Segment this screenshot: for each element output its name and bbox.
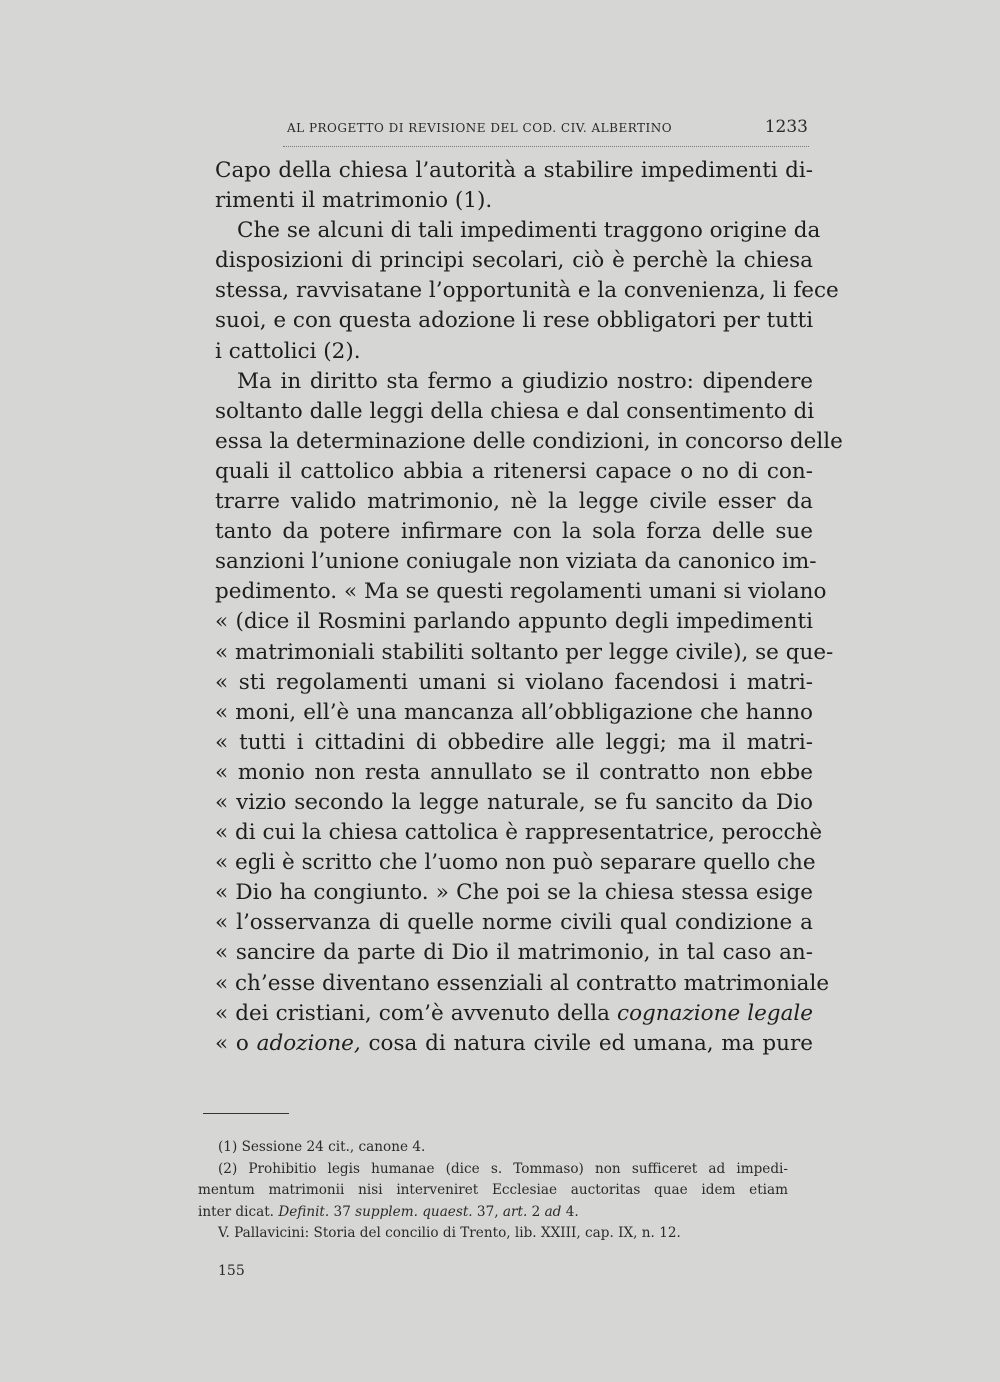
text-run: « o: [215, 1030, 257, 1056]
footnotes: [198, 1137, 788, 1245]
text-line: stessa, ravvisatane l’opportunità e la convenienza, li fece: [215, 278, 839, 304]
text-line: soltanto dalle leggi della chiesa e dal consentimento di: [215, 398, 815, 424]
text-run: « dei cristiani, com’è avvenuto della: [215, 1000, 618, 1026]
text-line: tanto da potere infirmare con la sola forza delle sue: [215, 519, 813, 545]
text-run: 37: [329, 1203, 356, 1220]
text-line: Ma in diritto sta fermo a giudizio nostro: dipendere: [237, 368, 813, 394]
text-run: 2: [527, 1203, 545, 1220]
text-line: « tutti i cittadini di obbedire alle leggi; ma il matri-: [215, 729, 813, 755]
text-line: « egli è scritto che l’uomo non può separare quello che: [215, 850, 816, 876]
footnote-2-line: [198, 1202, 788, 1224]
body-text: [215, 156, 843, 1059]
text-line: suoi, e con questa adozione li rese obbligatori per tutti: [215, 308, 814, 334]
text-line: « matrimoniali stabiliti soltanto per legge civile), se que-: [215, 639, 834, 665]
italic-term: ad: [544, 1203, 562, 1220]
text-line: [215, 999, 813, 1029]
text-line: trarre valido matrimonio, nè la legge civile esser da: [215, 489, 813, 515]
text-line: « sancire da parte di Dio il matrimonio, in tal caso an-: [215, 940, 813, 966]
text-line: disposizioni di principi secolari, ciò è perchè la chiesa: [215, 248, 813, 274]
footnote-2-line: mentum matrimonii nisi interveniret Ecclesiae auctoritas quae idem etiam: [198, 1182, 788, 1198]
text-run: inter dicat.: [198, 1203, 279, 1220]
text-line: « Dio ha congiunto. » Che poi se la chiesa stessa esige: [215, 880, 813, 906]
footnote-3: V. Pallavicini: Storia del concilio di Trento, lib. XXIII, cap. IX, n. 12.: [218, 1225, 681, 1241]
text-run: cosa di natura civile ed umana, ma pure: [360, 1030, 813, 1056]
text-line: « ch’esse diventano essenziali al contratto matrimoniale: [215, 970, 830, 996]
text-line: « (dice il Rosmini parlando appunto degli impedimenti: [215, 609, 813, 635]
text-line: sanzioni l’unione coniugale non viziata da canonico im-: [215, 549, 817, 575]
italic-term: Definit.: [278, 1203, 330, 1220]
signature-mark: 155: [218, 1263, 245, 1279]
text-line: « di cui la chiesa cattolica è rappresentatrice, perocchè: [215, 820, 823, 846]
footnote-1: (1) Sessione 24 cit., canone 4.: [218, 1139, 426, 1155]
text-line: « moni, ell’è una mancanza all’obbligazione che hanno: [215, 699, 813, 725]
italic-term: supplem. quaest.: [355, 1203, 473, 1220]
text-line: [215, 1029, 813, 1059]
text-line: « vizio secondo la legge naturale, se fu sancito da Dio: [215, 789, 813, 815]
text-line: quali il cattolico abbia a ritenersi capace o no di con-: [215, 458, 813, 484]
text-line: Capo della chiesa l’autorità a stabilire impedimenti di-: [215, 158, 813, 183]
text-line: rimenti il matrimonio (1).: [215, 188, 493, 214]
header-rule: [283, 146, 809, 147]
text-line: « l’osservanza di quelle norme civili qual condizione a: [215, 910, 813, 936]
italic-term: adozione,: [256, 1030, 361, 1056]
running-title: AL PROGETTO DI REVISIONE DEL COD. CIV. ALBERTINO: [287, 121, 673, 135]
footnote-rule: [203, 1113, 289, 1114]
text-line: « sti regolamenti umani si violano facendosi i matri-: [215, 669, 813, 695]
footnote-2-line: (2) Prohibitio legis humanae (dice s. Tommaso) non sufficeret ad impedi-: [218, 1160, 788, 1177]
text-line: essa la determinazione delle condizioni, in concorso delle: [215, 428, 843, 454]
running-header: [287, 117, 808, 137]
text-line: pedimento. « Ma se questi regolamenti umani si violano: [215, 579, 827, 605]
text-run: 4.: [561, 1203, 579, 1220]
italic-term: art.: [502, 1203, 528, 1220]
italic-term: cognazione legale: [617, 1000, 813, 1026]
text-line: i cattolici (2).: [215, 338, 361, 364]
text-line: « monio non resta annullato se il contratto non ebbe: [215, 759, 813, 785]
text-run: 37,: [472, 1203, 503, 1220]
text-line: Che se alcuni di tali impedimenti traggono origine da: [237, 218, 821, 244]
page-number: 1233: [764, 117, 808, 137]
